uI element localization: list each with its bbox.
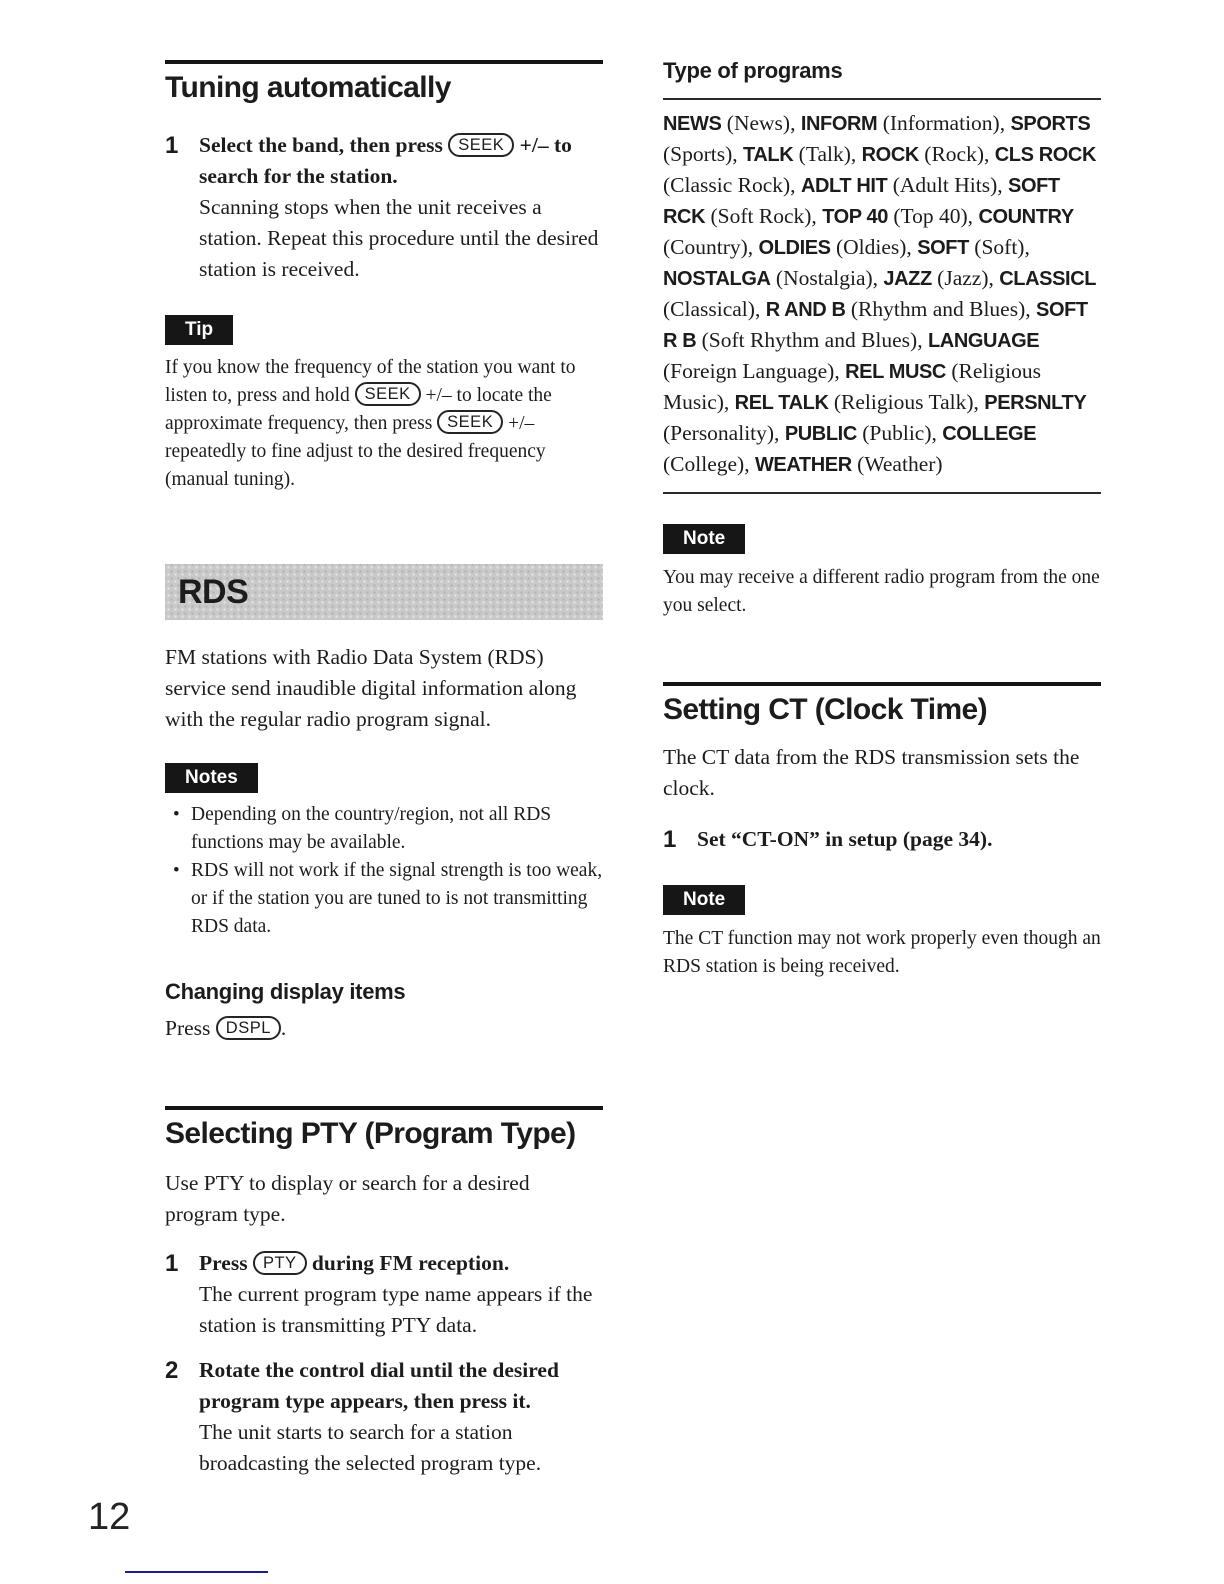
note-badge: Note — [663, 885, 745, 915]
text-segment: . — [280, 1016, 287, 1040]
seek-button-pill: SEEK — [355, 382, 421, 406]
rds-section-bar — [165, 564, 603, 620]
pty-intro: Use PTY to display or search for a desired program type. — [165, 1171, 530, 1226]
program-code: SPORTS — [1010, 113, 1091, 135]
program-code: R AND B — [765, 299, 846, 321]
step-instruction — [199, 1248, 603, 1279]
step-instruction — [697, 824, 1101, 855]
text-segment: Set “CT-ON” in setup (page 34). — [697, 827, 993, 851]
footer-rule — [125, 1571, 268, 1573]
step-body: The unit starts to search for a station broadcasting the selected program type. — [199, 1420, 542, 1475]
press-dspl-line — [165, 1013, 603, 1044]
program-code: COLLEGE — [942, 423, 1037, 445]
pty-step-2 — [165, 1355, 603, 1479]
program-code: REL TALK — [734, 392, 829, 414]
seek-button-pill: SEEK — [437, 410, 503, 434]
program-code: OLDIES — [758, 237, 831, 259]
text-segment: Select the band, then press — [199, 133, 449, 157]
program-code: ADLT HIT — [800, 175, 888, 197]
text-segment: Rotate the control dial until the desired program type appears, then press it. — [199, 1358, 559, 1413]
note-text: The CT function may not work properly even though an RDS station is being received. — [663, 928, 1101, 977]
text-segment: Press — [165, 1016, 216, 1040]
left-column — [165, 0, 603, 1479]
section-title-tuning-automatically: Tuning automatically — [165, 71, 451, 104]
page-number: 12 — [88, 1496, 131, 1538]
program-code: REL MUSC — [845, 361, 946, 383]
section-divider — [663, 682, 1101, 686]
text-segment: Press — [199, 1251, 253, 1275]
program-code: NOSTALGA — [663, 268, 771, 290]
tip-text — [165, 354, 603, 494]
step-number: 1 — [663, 826, 677, 853]
program-code: SOFT R B — [663, 299, 1088, 352]
text-segment: If you know the frequency of the station you want to listen to, press and hold — [165, 357, 576, 406]
program-code: CLASSICL — [999, 268, 1097, 290]
step-instruction — [199, 130, 603, 192]
step-body: The current program type name appears if the station is transmitting PTY data. — [199, 1282, 593, 1337]
step-number: 1 — [165, 132, 179, 159]
program-code: SOFT RCK — [663, 175, 1060, 228]
pty-step-1 — [165, 1248, 603, 1341]
note-item: • RDS will not work if the signal strength is too weak, or if the station you are tuned to is not transmitting RDS data. — [191, 857, 603, 941]
text-segment: +/– to search for the station. — [199, 133, 572, 188]
note-item: • Depending on the country/region, not all RDS functions may be available. — [191, 801, 603, 857]
program-code: CLS ROCK — [994, 144, 1096, 166]
text-segment: +/– to locate the approximate frequency, then press — [165, 385, 552, 434]
step-number: 1 — [165, 1250, 179, 1277]
subheading-type-of-programs: Type of programs — [663, 58, 843, 83]
ct-step-1 — [663, 824, 1101, 855]
program-code: LANGUAGE — [927, 330, 1040, 352]
seek-button-pill: SEEK — [448, 133, 514, 157]
section-title-setting-ct: Setting CT (Clock Time) — [663, 693, 988, 726]
divider — [663, 492, 1101, 494]
pty-button-pill: PTY — [253, 1251, 307, 1275]
section-divider — [165, 60, 603, 64]
program-code: INFORM — [800, 113, 878, 135]
subheading-changing-display-items: Changing display items — [165, 979, 406, 1004]
program-code: JAZZ — [883, 268, 932, 290]
step-body: Scanning stops when the unit receives a station. Repeat this procedure until the desired station is received. — [199, 195, 599, 281]
step-number: 2 — [165, 1357, 179, 1384]
note-badge: Note — [663, 524, 745, 554]
rds-body: FM stations with Radio Data System (RDS) service send inaudible digital information along with the regular radio program signal. — [165, 645, 577, 731]
section-title-rds: RDS — [178, 572, 249, 611]
program-code: PERSNLTY — [984, 392, 1087, 414]
step-instruction — [199, 1355, 603, 1417]
section-title-selecting-pty: Selecting PTY (Program Type) — [165, 1117, 576, 1150]
text-segment: +/– repeatedly to fine adjust to the desired frequency (manual tuning). — [165, 413, 546, 490]
ct-body: The CT data from the RDS transmission sets the clock. — [663, 745, 1080, 800]
rds-notes-list — [165, 801, 603, 941]
program-code: SOFT — [917, 237, 969, 259]
dspl-button-pill: DSPL — [216, 1016, 281, 1040]
program-code: PUBLIC — [784, 423, 857, 445]
divider — [663, 98, 1101, 100]
note-text: You may receive a different radio program from the one you select. — [663, 567, 1100, 616]
program-type-list: NEWS (News), INFORM (Information), SPORTS (Sports), TALK (Talk), ROCK (Rock), CLS ROCK (Classic Rock), ADLT HIT (Adult Hits), SOFT RCK (Soft Rock), TOP 40 (Top 40), COUNTRY (Country), OLDIES (Oldies), SOFT (Soft), NOSTALGA (Nostalgia), JAZZ (Jazz), CLASSICL (Classical), R AND B (Rhythm and Blues), SOFT R B (Soft Rhythm and Blues), LANGUAGE (Foreign Language), REL MUSC (Religious Music), REL TALK (Religious Talk), PERSNLTY (Personality), PUBLIC (Public), COLLEGE (College), WEATHER (Weather) — [663, 111, 1097, 476]
program-code: NEWS — [663, 113, 722, 135]
program-code: WEATHER — [754, 454, 852, 476]
text-segment: during FM reception. — [306, 1251, 510, 1275]
program-code: COUNTRY — [978, 206, 1074, 228]
section-divider — [165, 1106, 603, 1110]
program-code: TOP 40 — [822, 206, 888, 228]
program-code: ROCK — [861, 144, 919, 166]
notes-badge: Notes — [165, 763, 258, 793]
tip-badge: Tip — [165, 315, 233, 345]
right-column — [663, 0, 1101, 981]
program-code: TALK — [743, 144, 794, 166]
tuning-step-1 — [165, 130, 603, 285]
